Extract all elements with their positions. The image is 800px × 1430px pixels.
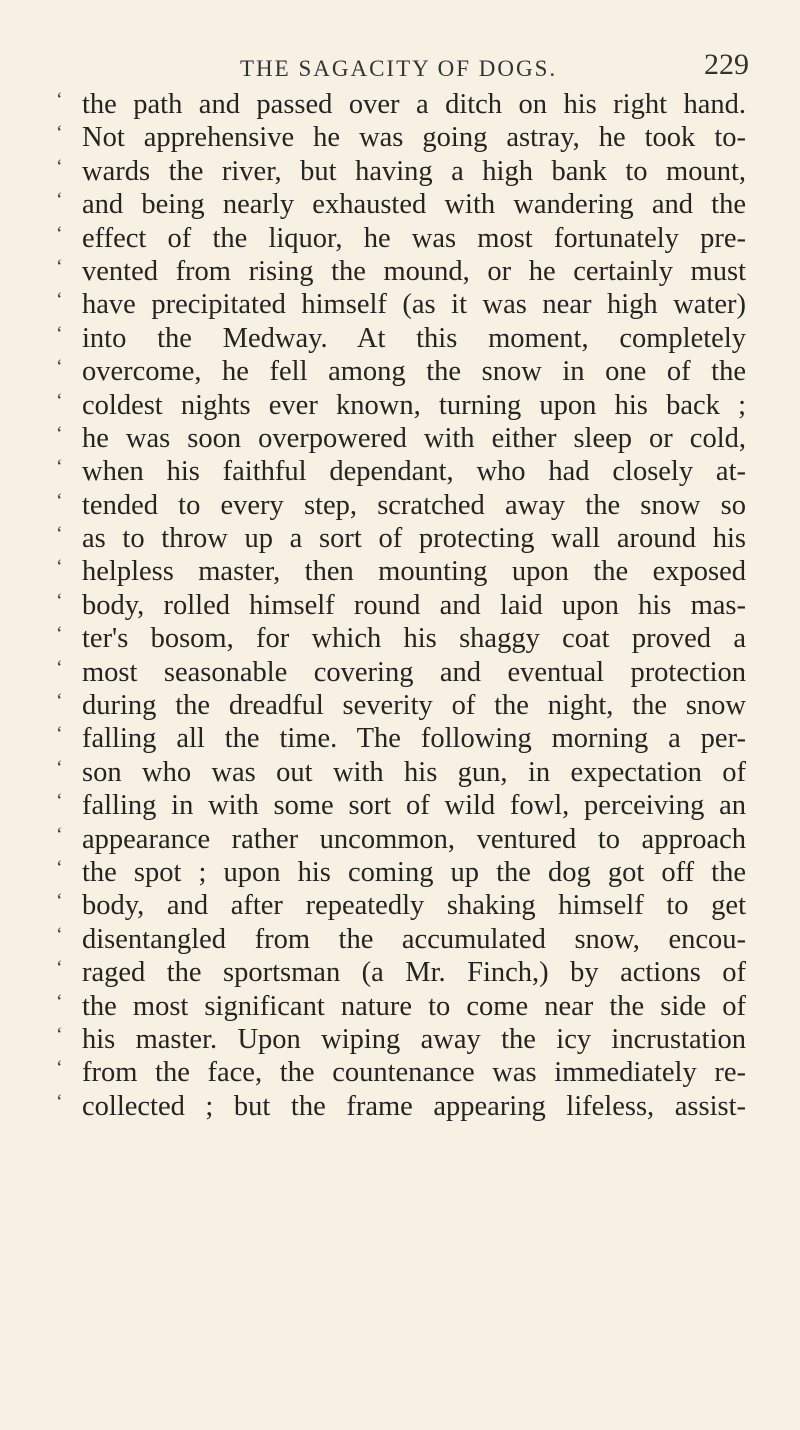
text-line <box>56 622 746 655</box>
line-text: son who was out with his gun, in expectation of <box>82 756 746 788</box>
quote-mark: ‘ <box>56 589 63 612</box>
text-line <box>56 489 746 522</box>
quote-mark: ‘ <box>56 189 63 212</box>
line-text: most seasonable covering and eventual protection <box>82 656 746 688</box>
text-line <box>56 155 746 188</box>
text-line <box>56 555 746 588</box>
line-text: raged the sportsman (a Mr. Finch,) by actions of <box>82 957 746 989</box>
text-line <box>56 722 746 755</box>
quote-mark: ‘ <box>56 122 63 145</box>
quote-mark: ‘ <box>56 155 63 178</box>
text-line <box>56 222 746 255</box>
line-text: into the Medway. At this moment, completely <box>82 322 746 354</box>
quote-mark: ‘ <box>56 656 63 679</box>
line-text: appearance rather uncommon, ventured to approach <box>82 823 746 855</box>
quote-mark: ‘ <box>56 723 63 746</box>
line-text: wards the river, but having a high bank to mount, <box>82 155 746 187</box>
body-text <box>56 88 746 1123</box>
text-line <box>56 1056 746 1089</box>
quote-mark: ‘ <box>56 222 63 245</box>
text-line <box>56 322 746 355</box>
line-text: falling in with some sort of wild fowl, perceiving an <box>82 790 746 822</box>
line-text: he was soon overpowered with either sleep or cold, <box>82 422 746 454</box>
line-text: body, rolled himself round and laid upon his mas- <box>82 589 746 621</box>
line-text: the spot ; upon his coming up the dog got off the <box>82 856 746 888</box>
text-line <box>56 656 746 689</box>
quote-mark: ‘ <box>56 1090 63 1113</box>
page-number: 229 <box>704 48 749 81</box>
line-text: tended to every step, scratched away the snow so <box>82 489 746 521</box>
running-head <box>0 48 800 88</box>
quote-mark: ‘ <box>56 556 63 579</box>
text-line <box>56 288 746 321</box>
quote-mark: ‘ <box>56 422 63 445</box>
text-line <box>56 756 746 789</box>
text-line <box>56 789 746 822</box>
quote-mark: ‘ <box>56 890 63 913</box>
quote-mark: ‘ <box>56 923 63 946</box>
text-line <box>56 255 746 288</box>
text-line <box>56 1023 746 1056</box>
quote-mark: ‘ <box>56 756 63 779</box>
quote-mark: ‘ <box>56 990 63 1013</box>
line-text: helpless master, then mounting upon the exposed <box>82 556 746 588</box>
quote-mark: ‘ <box>56 1057 63 1080</box>
text-line <box>56 823 746 856</box>
line-text: disentangled from the accumulated snow, encou- <box>82 923 746 955</box>
quote-mark: ‘ <box>56 489 63 512</box>
text-line <box>56 856 746 889</box>
text-line <box>56 889 746 922</box>
text-line <box>56 589 746 622</box>
text-line <box>56 1090 746 1123</box>
text-line <box>56 121 746 154</box>
text-line <box>56 355 746 388</box>
line-text: collected ; but the frame appearing lifeless, assist- <box>82 1090 746 1122</box>
quote-mark: ‘ <box>56 823 63 846</box>
quote-mark: ‘ <box>56 255 63 278</box>
text-line <box>56 88 746 121</box>
line-text: his master. Upon wiping away the icy incrustation <box>82 1023 746 1055</box>
quote-mark: ‘ <box>56 623 63 646</box>
line-text: falling all the time. The following morning a per- <box>82 723 746 755</box>
quote-mark: ‘ <box>56 856 63 879</box>
line-text: during the dreadful severity of the night, the snow <box>82 690 746 722</box>
text-line <box>56 188 746 221</box>
line-text: Not apprehensive he was going astray, he took to- <box>82 122 746 154</box>
quote-mark: ‘ <box>56 690 63 713</box>
text-line <box>56 990 746 1023</box>
line-text: vented from rising the mound, or he certainly must <box>82 255 746 287</box>
quote-mark: ‘ <box>56 322 63 345</box>
line-text: body, and after repeatedly shaking himself to get <box>82 890 746 922</box>
quote-mark: ‘ <box>56 289 63 312</box>
quote-mark: ‘ <box>56 389 63 412</box>
text-line <box>56 923 746 956</box>
line-text: the most significant nature to come near the side of <box>82 990 746 1022</box>
text-line <box>56 689 746 722</box>
line-text: ter's bosom, for which his shaggy coat proved a <box>82 623 746 655</box>
text-line <box>56 455 746 488</box>
quote-mark: ‘ <box>56 523 63 546</box>
text-line <box>56 422 746 455</box>
quote-mark: ‘ <box>56 89 63 111</box>
line-text: overcome, he fell among the snow in one of the <box>82 356 746 388</box>
line-text: the path and passed over a ditch on his right hand. <box>82 89 746 120</box>
text-line <box>56 522 746 555</box>
text-line <box>56 956 746 989</box>
quote-mark: ‘ <box>56 1023 63 1046</box>
line-text: as to throw up a sort of protecting wall around his <box>82 523 746 555</box>
line-text: and being nearly exhausted with wandering and the <box>82 189 746 221</box>
quote-mark: ‘ <box>56 356 63 379</box>
quote-mark: ‘ <box>56 957 63 980</box>
line-text: when his faithful dependant, who had closely at- <box>82 456 746 488</box>
text-line <box>56 389 746 422</box>
line-text: have precipitated himself (as it was near high water) <box>82 289 746 321</box>
line-text: effect of the liquor, he was most fortunately pre- <box>82 222 746 254</box>
quote-mark: ‘ <box>56 456 63 479</box>
quote-mark: ‘ <box>56 790 63 813</box>
line-text: from the face, the countenance was immediately re- <box>82 1057 746 1089</box>
running-title: THE SAGACITY OF DOGS. <box>240 56 558 81</box>
line-text: coldest nights ever known, turning upon his back ; <box>82 389 746 421</box>
